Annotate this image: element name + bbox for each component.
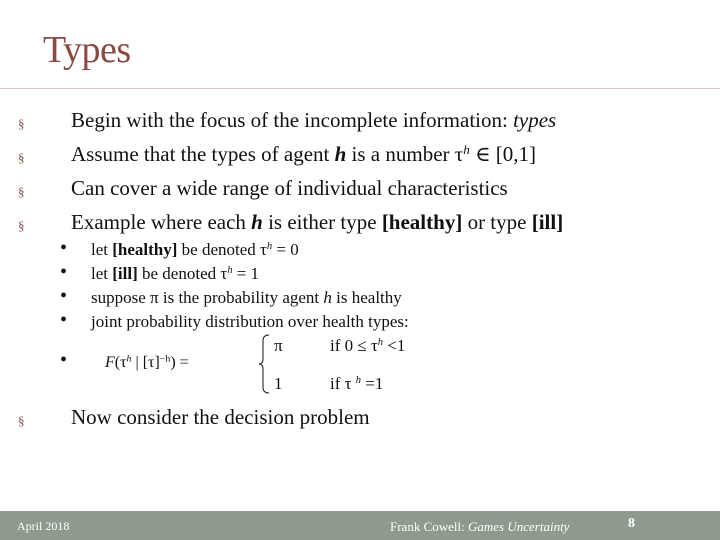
footer-bar — [0, 511, 720, 540]
formula-case1-value: π — [274, 336, 283, 355]
title-divider — [0, 88, 720, 89]
bullet-marker: § — [18, 116, 25, 131]
sub-bullet-marker: • — [60, 261, 68, 283]
formula-lhs: $F(\tau^h$ | $[\tau]^{-h}$) = — [105, 353, 189, 371]
sub-bullet-marker: • — [60, 309, 68, 331]
sub-bullet-marker: • — [60, 285, 68, 307]
formula-case1-condition: if $0 \le \tau^h <1$ — [330, 336, 406, 355]
page-number: 8 — [628, 516, 635, 531]
slide-title: Types — [43, 29, 131, 71]
formula-case2-value: 1 — [274, 374, 283, 393]
left-brace-icon — [258, 334, 270, 394]
sub-bullet-marker: • — [60, 349, 68, 371]
bullet-marker: § — [18, 150, 25, 165]
sub-bullet-marker: • — [60, 237, 68, 259]
bullet-marker: § — [18, 413, 25, 428]
bullet-marker: § — [18, 218, 25, 233]
footer-date: April 2018 — [17, 519, 70, 533]
bullet-marker: § — [18, 184, 25, 199]
formula-case2-condition: if τ $^h$ =1 — [330, 374, 384, 393]
footer-author: Frank Cowell: Games Uncertainty — [390, 519, 570, 534]
